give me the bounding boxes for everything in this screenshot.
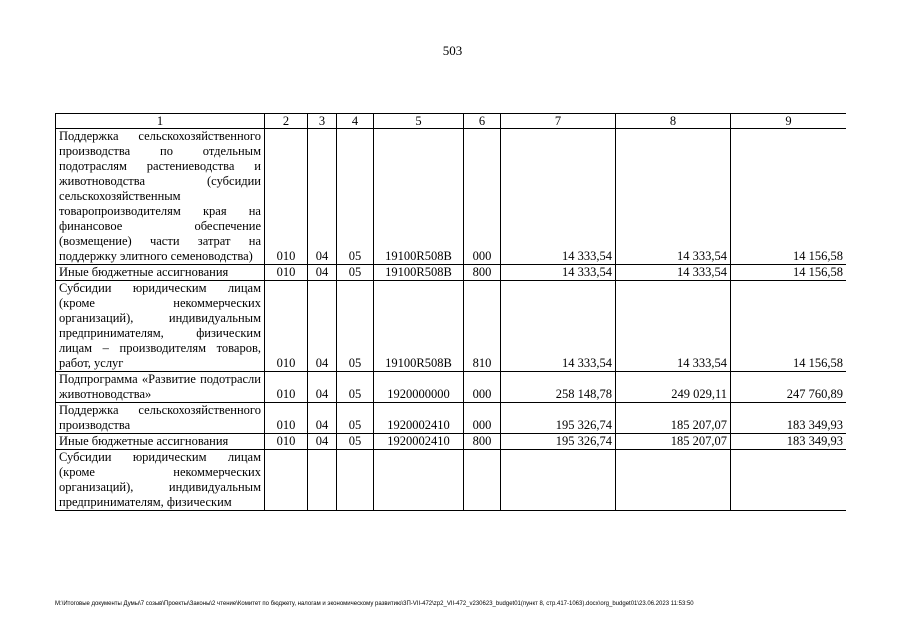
cell-amount: 14 156,58: [731, 281, 847, 372]
row-name: Поддержка сельскохозяйственного производства по отдельным подотраслям растениеводства и животноводства (субсидии сельскохозяйственным товаропроизводителям края на финансовое обеспечение (возмещение) части затрат на поддержку элитного семеноводства): [56, 129, 265, 265]
header-cell: 5: [374, 114, 464, 129]
header-row: [56, 114, 847, 129]
cell-target: 1920000000: [374, 372, 464, 403]
budget-table: [55, 113, 846, 511]
cell-expense-type: 810: [464, 281, 501, 372]
cell-subsection: 05: [337, 434, 374, 450]
cell-expense-type: 800: [464, 265, 501, 281]
cell-code: 010: [265, 265, 308, 281]
header-cell: 8: [616, 114, 731, 129]
cell-amount: 185 207,07: [616, 434, 731, 450]
cell-amount: 14 333,54: [616, 129, 731, 265]
cell-target: [374, 450, 464, 511]
cell-target: 19100R508B: [374, 281, 464, 372]
table-row: [56, 450, 847, 511]
budget-table-container: [55, 113, 846, 581]
table-row: [56, 403, 847, 434]
cell-section: 04: [308, 265, 337, 281]
header-cell: 4: [337, 114, 374, 129]
cell-amount: [501, 450, 616, 511]
cell-target: 1920002410: [374, 403, 464, 434]
header-cell: 7: [501, 114, 616, 129]
cell-amount: [616, 450, 731, 511]
cell-section: 04: [308, 372, 337, 403]
cell-amount: 14 156,58: [731, 265, 847, 281]
cell-expense-type: 000: [464, 129, 501, 265]
cell-amount: 14 333,54: [616, 281, 731, 372]
cell-amount: 14 333,54: [501, 129, 616, 265]
cell-code: 010: [265, 403, 308, 434]
cell-section: [308, 450, 337, 511]
cell-section: 04: [308, 403, 337, 434]
row-name: Субсидии юридическим лицам (кроме некоммерческих организаций), индивидуальным предпринимателям, физическим: [56, 450, 265, 511]
table-row: [56, 129, 847, 265]
cell-amount: 249 029,11: [616, 372, 731, 403]
cell-code: 010: [265, 129, 308, 265]
cell-amount: 258 148,78: [501, 372, 616, 403]
document-path-footer: M:\Итоговые документы Думы\7 созыв\Проекты\Законы\2 чтение\Комитет по бюджету, налогам и экономическому развитию\3П-VII-472\zp2_VII-472_v230623_budget01(пункт 8, стр.417-1063).docx\org_budget01\23.06.2023 11:53:50: [55, 601, 694, 607]
cell-subsection: [337, 450, 374, 511]
cell-code: 010: [265, 281, 308, 372]
row-name: Субсидии юридическим лицам (кроме некоммерческих организаций), индивидуальным предпринимателям, физическим лицам – производителям товаров, работ, услуг: [56, 281, 265, 372]
cell-section: 04: [308, 281, 337, 372]
cell-expense-type: 800: [464, 434, 501, 450]
header-cell: 2: [265, 114, 308, 129]
cell-code: [265, 450, 308, 511]
cell-subsection: 05: [337, 403, 374, 434]
cell-subsection: 05: [337, 281, 374, 372]
cell-amount: 14 156,58: [731, 129, 847, 265]
cell-amount: 14 333,54: [616, 265, 731, 281]
cell-section: 04: [308, 434, 337, 450]
cell-target: 19100R508B: [374, 265, 464, 281]
row-name: Поддержка сельскохозяйственного производства: [56, 403, 265, 434]
cell-target: 1920002410: [374, 434, 464, 450]
cell-amount: 14 333,54: [501, 281, 616, 372]
page-number: 503: [442, 43, 463, 58]
row-name: Подпрограмма «Развитие подотрасли животноводства»: [56, 372, 265, 403]
table-row: [56, 434, 847, 450]
cell-target: 19100R508B: [374, 129, 464, 265]
cell-subsection: 05: [337, 265, 374, 281]
cell-section: 04: [308, 129, 337, 265]
cell-amount: 247 760,89: [731, 372, 847, 403]
cell-amount: 14 333,54: [501, 265, 616, 281]
table-row: [56, 372, 847, 403]
cell-expense-type: 000: [464, 372, 501, 403]
cell-subsection: 05: [337, 372, 374, 403]
header-cell: 1: [56, 114, 265, 129]
cell-code: 010: [265, 434, 308, 450]
header-cell: 3: [308, 114, 337, 129]
cell-expense-type: 000: [464, 403, 501, 434]
cell-code: 010: [265, 372, 308, 403]
table-row: [56, 265, 847, 281]
cell-amount: 195 326,74: [501, 434, 616, 450]
header-cell: 6: [464, 114, 501, 129]
row-name: Иные бюджетные ассигнования: [56, 265, 265, 281]
cell-subsection: 05: [337, 129, 374, 265]
cell-amount: 195 326,74: [501, 403, 616, 434]
row-name: Иные бюджетные ассигнования: [56, 434, 265, 450]
cell-amount: 183 349,93: [731, 403, 847, 434]
cell-expense-type: [464, 450, 501, 511]
header-cell: 9: [731, 114, 847, 129]
cell-amount: 183 349,93: [731, 434, 847, 450]
table-row: [56, 281, 847, 372]
cell-amount: [731, 450, 847, 511]
cell-amount: 185 207,07: [616, 403, 731, 434]
